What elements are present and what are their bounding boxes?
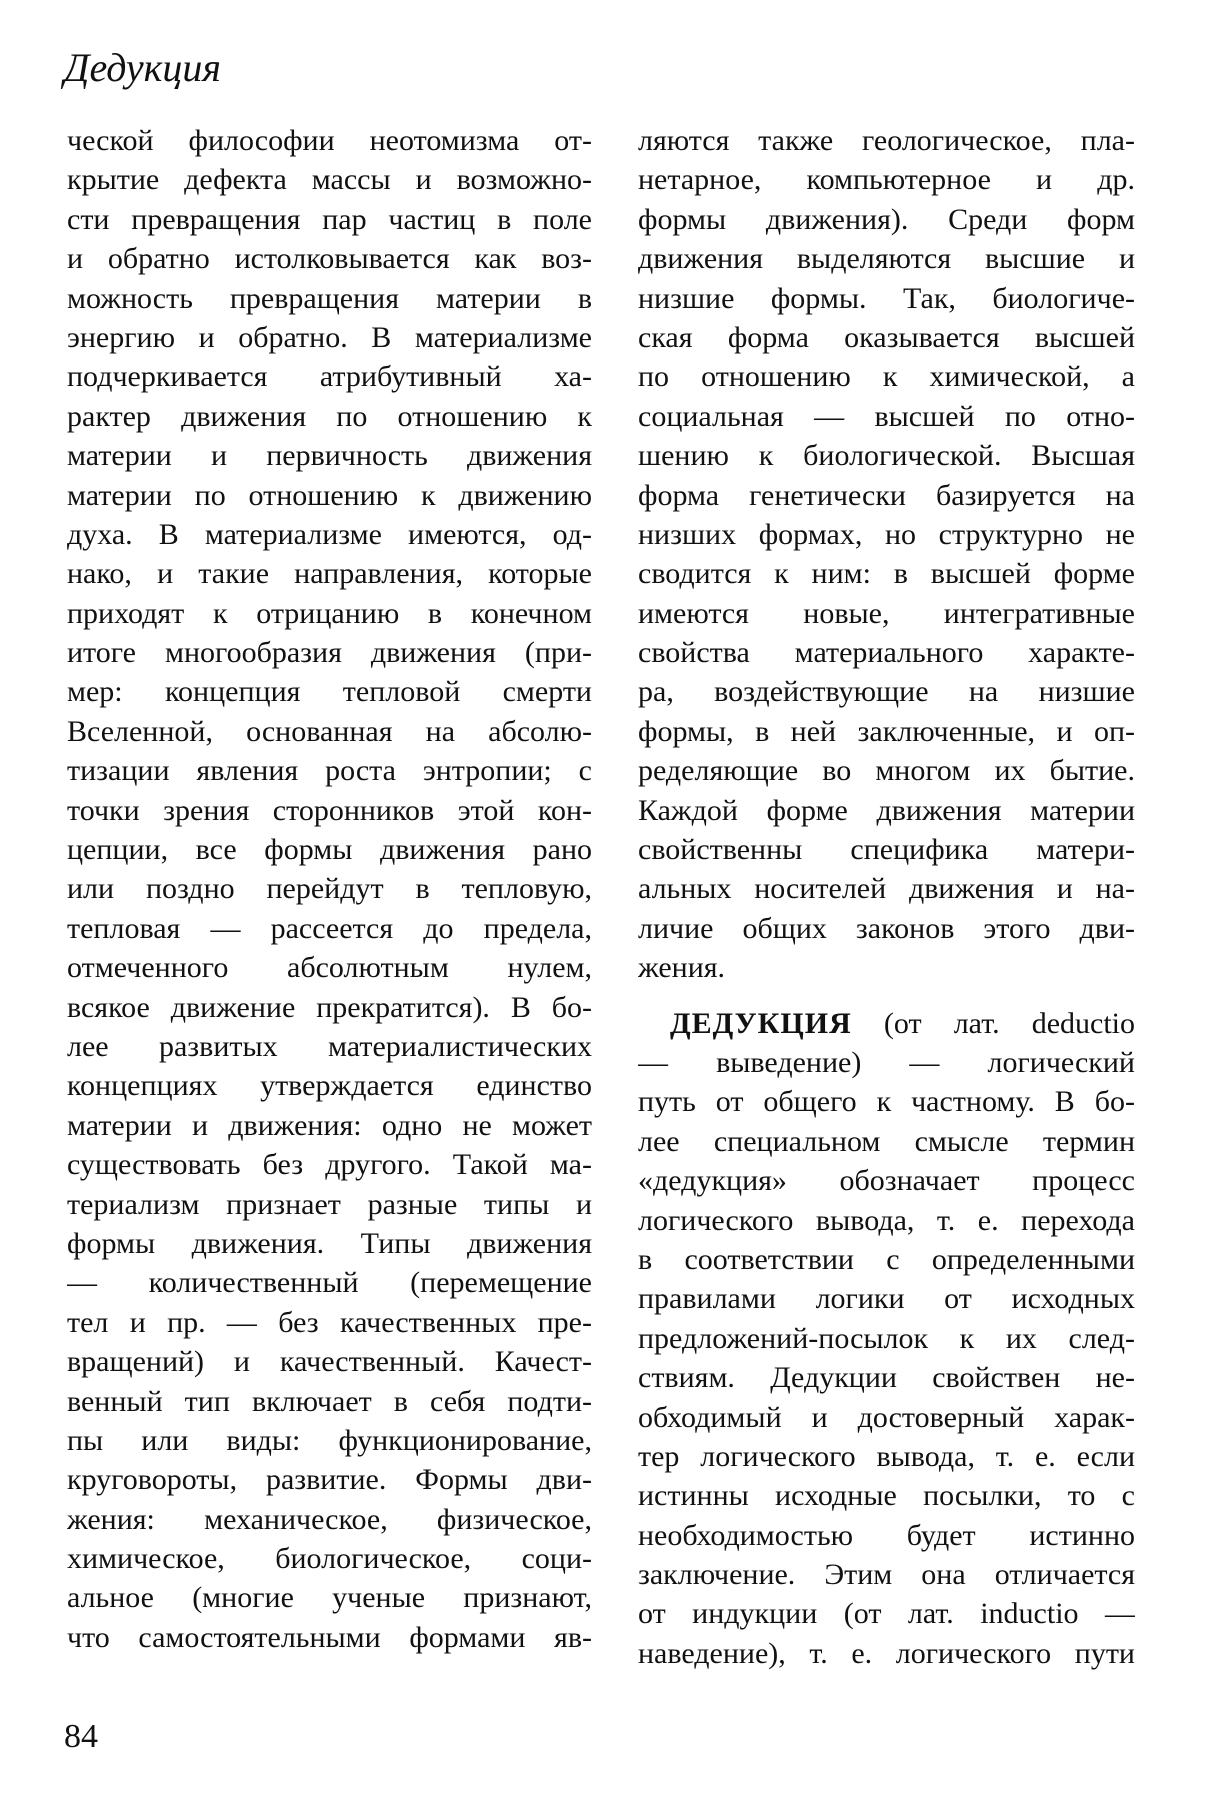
text-line: точки зрения сторонников этой кон- (67, 793, 592, 827)
text-line: крытие дефекта массы и возможно- (67, 163, 592, 197)
text-line: социальная — высшей по отно- (638, 399, 1135, 433)
right-column (638, 121, 1135, 1673)
text-line: имеются новые, интегративные (638, 596, 1135, 630)
entry-term: ДЕДУКЦИЯ (670, 1006, 852, 1040)
text-line: обходимый и достоверный харак- (638, 1400, 1135, 1434)
text-line: мер: концепция тепловой смерти (67, 675, 592, 709)
text-line: — выведение) — логический (638, 1045, 1135, 1079)
text-line: от индукции (от лат. inductio — (638, 1597, 1135, 1631)
text-line: в соответствии с определенными (638, 1242, 1135, 1276)
entry-first-line (638, 1004, 1135, 1043)
text-line: шению к биологической. Высшая (638, 439, 1135, 473)
text-line: материи и первичность движения (67, 439, 592, 473)
text-line: предложений-посылок к их след- (638, 1321, 1135, 1355)
text-line: материи по отношению к движению (67, 478, 592, 512)
text-line: тизации явления роста энтропии; с (67, 754, 592, 788)
text-line: жения. (638, 951, 726, 985)
text-line: вращений) и качественный. Качест- (67, 1345, 592, 1379)
text-line: заключение. Этим она отличается (638, 1558, 1135, 1592)
text-line: ра, воздействующие на низшие (638, 675, 1135, 709)
text-line: движения выделяются высшие и (638, 242, 1135, 276)
text-line: можность превращения материи в (67, 281, 592, 315)
text-line: свойственны специфика матери- (638, 833, 1135, 867)
text-line: духа. В материализме имеются, од- (67, 517, 592, 551)
text-line: ляются также геологическое, пла- (638, 124, 1135, 157)
text-line: — количественный (перемещение (67, 1266, 592, 1300)
text-line: всякое движение прекратится). В бо- (67, 990, 592, 1024)
text-line: цепции, все формы движения рано (67, 833, 592, 867)
text-line: пы или виды: функционирование, (67, 1423, 592, 1457)
text-line: Вселенной, основанная на абсолю- (67, 714, 592, 748)
text-line: тер логического вывода, т. е. если (638, 1439, 1135, 1473)
running-head: Дедукция (64, 45, 221, 90)
text-line: формы движения). Среди форм (638, 202, 1135, 236)
text-line: энергию и обратно. В материализме (67, 320, 592, 354)
text-line: ская форма оказывается высшей (638, 320, 1135, 354)
text-line: тел и пр. — без качественных пре- (67, 1305, 592, 1339)
text-line: круговороты, развитие. Формы дви- (67, 1463, 592, 1497)
text-line: или поздно перейдут в тепловую, (67, 872, 592, 906)
text-line: нако, и такие направления, которые (67, 557, 592, 591)
text-line: нетарное, компьютерное и др. (638, 163, 1135, 197)
text-line: сти превращения пар частиц в поле (67, 202, 592, 236)
text-line: свойства материального характе- (638, 636, 1135, 670)
left-column (67, 121, 592, 1657)
entry-etymology: (от лат. deductio (851, 1006, 1135, 1040)
text-line: отмеченного абсолютным нулем, (67, 951, 592, 985)
text-line: личие общих законов этого дви- (638, 911, 1135, 945)
text-line: венный тип включает в себя подти- (67, 1384, 592, 1418)
text-line: наведение), т. е. логического пути (638, 1636, 1135, 1670)
text-line: ределяющие во многом их бытие. (638, 754, 1135, 788)
text-line: альных носителей движения и на- (638, 872, 1135, 906)
text-line: ствиям. Дедукции свойствен не- (638, 1361, 1135, 1395)
text-line: «дедукция» обозначает процесс (638, 1164, 1135, 1198)
text-line: ческой философии неотомизма от- (67, 124, 592, 157)
text-line: необходимостью будет истинно (638, 1518, 1135, 1552)
text-line: материи и движения: одно не может (67, 1108, 592, 1142)
text-line: по отношению к химической, а (638, 360, 1135, 394)
text-line: приходят к отрицанию в конечном (67, 596, 592, 630)
text-line: форма генетически базируется на (638, 478, 1135, 512)
text-line: итоге многообразия движения (при- (67, 636, 592, 670)
text-line: формы, в ней заключенные, и оп- (638, 714, 1135, 748)
text-line: рактер движения по отношению к (67, 399, 592, 433)
text-line: териализм признает разные типы и (67, 1187, 592, 1221)
text-line: жения: механическое, физическое, (67, 1502, 592, 1536)
text-line: тепловая — рассеется до предела, (67, 911, 592, 945)
text-line: истинны исходные посылки, то с (638, 1479, 1135, 1513)
text-line: правилами логики от исходных (638, 1282, 1135, 1316)
page-number: 84 (64, 1718, 98, 1755)
text-line: что самостоятельными формами яв- (67, 1620, 592, 1654)
text-line: существовать без другого. Такой ма- (67, 1148, 592, 1182)
text-line: лее специальном смысле термин (638, 1124, 1135, 1158)
text-line: подчеркивается атрибутивный ха- (67, 360, 592, 394)
text-line: путь от общего к частному. В бо- (638, 1085, 1135, 1119)
text-line: низших формах, но структурно не (638, 517, 1135, 551)
text-line: концепциях утверждается единство (67, 1069, 592, 1103)
text-line: лее развитых материалистических (67, 1029, 592, 1063)
text-line: химическое, биологическое, соци- (67, 1542, 592, 1576)
text-line: и обратно истолковывается как воз- (67, 242, 592, 276)
text-line: формы движения. Типы движения (67, 1226, 592, 1260)
text-line: сводится к ним: в высшей форме (638, 557, 1135, 591)
text-line: Каждой форме движения материи (638, 793, 1135, 827)
text-line: альное (многие ученые признают, (67, 1581, 592, 1615)
text-line: низшие формы. Так, биологиче- (638, 281, 1135, 315)
text-line: логического вывода, т. е. перехода (638, 1203, 1135, 1237)
